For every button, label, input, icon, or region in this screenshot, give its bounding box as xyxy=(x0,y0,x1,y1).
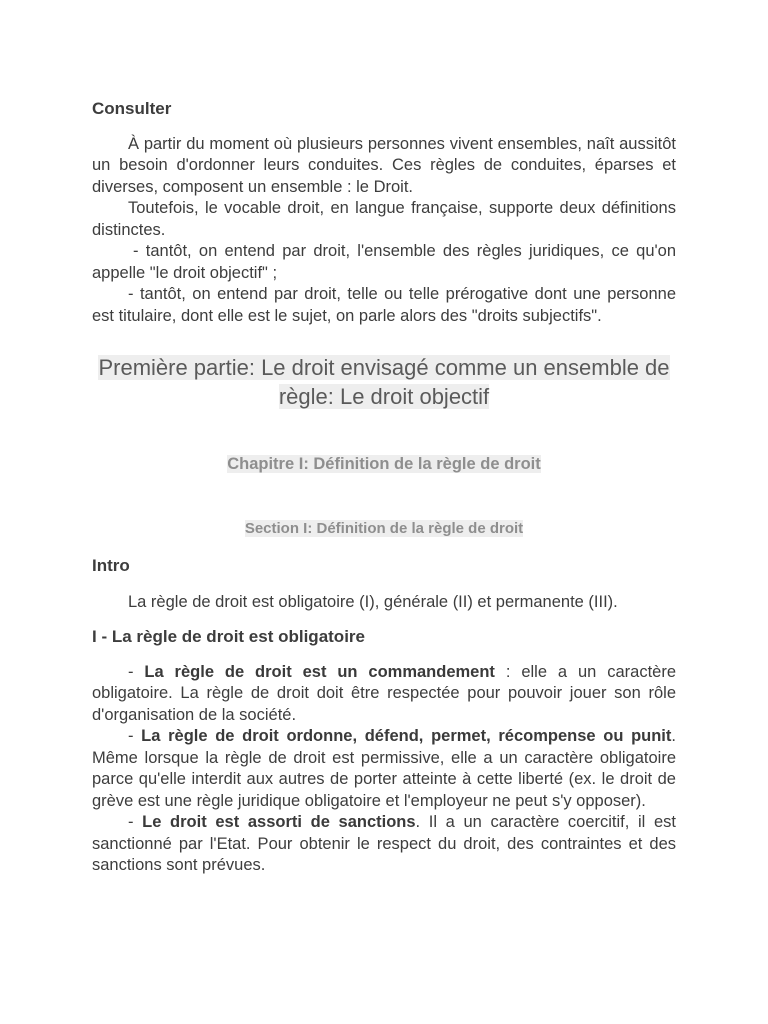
intro-paragraph-4: - tantôt, on entend par droit, telle ou telle prérogative dont une personne est titulaire, dont elle est le sujet, on parle alors des "droits subjectifs". xyxy=(92,285,676,325)
point-1 xyxy=(92,662,676,727)
part-title-text: Première partie: Le droit envisagé comme un ensemble de règle: Le droit objectif xyxy=(98,355,670,409)
section-title xyxy=(92,518,676,540)
point-1-prefix: - xyxy=(128,662,145,681)
section-one-heading: I - La règle de droit est obligatoire xyxy=(92,627,365,646)
point-2 xyxy=(92,726,676,812)
point-3-bold: Le droit est assorti de sanctions xyxy=(142,813,416,831)
point-2-rest: . Même lorsque la règle de droit est permissive, elle a un caractère obligatoire parce qu'elle interdit aux autres de porter atteinte à cette liberté (ex. le droit de grève est une règle juridique obligatoire et l'employeur ne peut s'y opposer). xyxy=(92,727,676,810)
consulter-heading: Consulter xyxy=(92,99,172,118)
chapter-title xyxy=(92,454,676,476)
chapter-title-text: Chapitre I: Définition de la règle de droit xyxy=(227,455,541,473)
intro-paragraph-2: Toutefois, le vocable droit, en langue française, supporte deux définitions distinctes. xyxy=(92,199,676,239)
intro-heading: Intro xyxy=(92,556,130,575)
point-1-bold: La règle de droit est un commandement xyxy=(144,662,495,681)
point-1-rest: : elle a un caractère obligatoire. La règle de droit doit être respectée pour pouvoir jouer son rôle d'organisation de la société. xyxy=(92,662,676,724)
document-content xyxy=(92,98,676,877)
point-3 xyxy=(92,812,676,877)
intro-paragraph-1: À partir du moment où plusieurs personnes vivent ensembles, naît aussitôt un besoin d'ordonner leurs conduites. Ces règles de conduites, éparses et diverses, composent un ensemble : le Droit. xyxy=(92,134,676,196)
part-title xyxy=(92,353,676,411)
point-2-prefix: - xyxy=(128,727,142,745)
point-2-bold: La règle de droit ordonne, défend, permet, récompense ou punit xyxy=(141,727,672,745)
section-title-text: Section I: Définition de la règle de droit xyxy=(244,519,524,537)
intro-text: La règle de droit est obligatoire (I), générale (II) et permanente (III). xyxy=(128,592,618,611)
point-3-rest: . Il a un caractère coercitif, il est sanctionné par l'Etat. Pour obtenir le respect du droit, des contraintes et des sanctions sont prévues. xyxy=(92,813,676,874)
intro-paragraph-3: - tantôt, on entend par droit, l'ensemble des règles juridiques, ce qu'on appelle "le droit objectif" ; xyxy=(92,242,676,282)
point-3-prefix: - xyxy=(128,813,143,831)
